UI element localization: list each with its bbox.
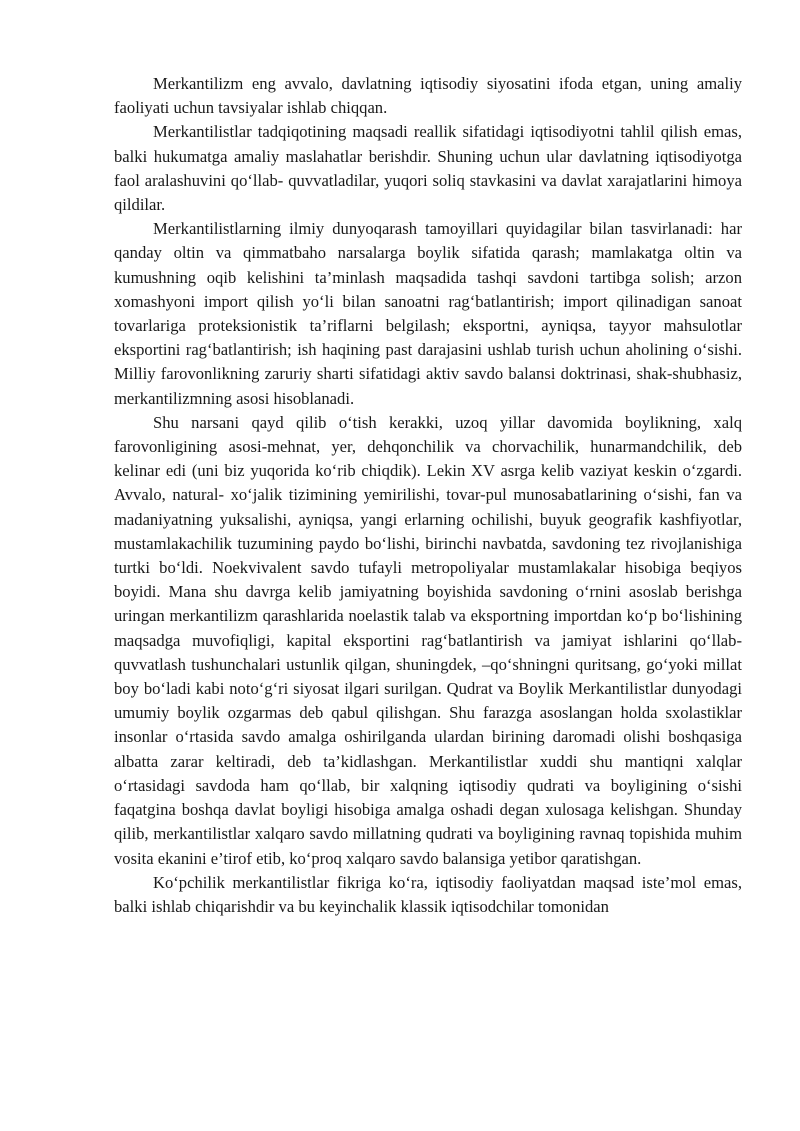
paragraph: Merkantilizm eng avvalo, davlatning iqtisodiy siyosatini ifoda etgan, uning amaliy faoliyati uchun tavsiyalar ishlab chiqqan. bbox=[114, 74, 742, 118]
paragraph: Shu narsani qayd qilib o‘tish kerakki, uzoq yillar davomida boylikning, xalq farovonligining asosi-mehnat, yer, dehqonchilik va chorvachilik, hunarmandchilik, deb kelinar edi (uni biz yuqorida ko‘rib chiqdik). Lekin XV asrga kelib vaziyat keskin o‘zgardi. Avvalo, natural- xo‘jalik tizimining yemirilishi, tovar-pul munosabatlarining o‘sishi, fan va madaniyatning yuksalishi, ayniqsa, yangi erlarning ochilishi, buyuk geografik kashfiyotlar, mustamlakachilik tuzumining paydo bo‘lishi, birinchi navbatda, savdoning tez rivojlanishiga turtki bo‘ldi. Noekvivalent savdo tufayli metropoliyalar mustamlakalar hisobiga beqiyos boyidi. Mana shu davrga kelib jamiyatning boyishida savdoning o‘rnini asoslab berishga uringan merkantilizm qarashlarida noelastik talab va eksportning importdan ko‘p bo‘lishining maqsadga muvofiqligi, kapital eksportini rag‘batlantirish va jamiyat ishlarini qo‘llab-quvvatlash tushunchalari ustunlik qilgan, shuningdek, –qo‘shningni quritsang, go‘yoki millat boy bo‘ladi kabi noto‘g‘ri siyosat ilgari surilgan. Qudrat va Boylik Merkantilistlar dunyodagi umumiy boylik ozgarmas deb qabul qilishgan. Shu farazga asoslangan holda sxolastiklar insonlar o‘rtasida savdo amalga oshirilganda ulardan birining daromadi olishi boshqasiga albatta zarar keltiradi, deb ta’kidlashgan. Merkantilistlar xuddi shu mantiqni xalqlar o‘rtasidagi savdoda ham qo‘llab, bir xalqning iqtisodiy qudrati va boyligining o‘sishi faqatgina boshqa davlat boyligi hisobiga amalga oshadi degan xulosaga kelishgan. Shunday qilib, merkantilistlar xalqaro savdo millatning qudrati va boyligining ravnaq topishida muhim vosita ekanini e’tirof etib, ko‘proq xalqaro savdo balansiga yetibor qaratishgan. bbox=[114, 412, 742, 868]
paragraph: Ko‘pchilik merkantilistlar fikriga ko‘ra, iqtisodiy faoliyatdan maqsad iste’mol emas, balki ishlab chiqarishdir va bu keyinchalik klassik iqtisodchilar tomonidan bbox=[114, 872, 742, 916]
paragraph: Merkantilistlar tadqiqotining maqsadi reallik sifatidagi iqtisodiyotni tahlil qilish emas, balki hukumatga amaliy maslahatlar berishdir. Shuning uchun ular davlatning iqtisodiyotga faol aralashuvini qo‘llab- quvvatladilar, yuqori soliq stavkasini va davlat xarajatlarini himoya qildilar. bbox=[114, 122, 742, 215]
document-body bbox=[114, 72, 742, 919]
paragraph: Merkantilistlarning ilmiy dunyoqarash tamoyillari quyidagilar bilan tasvirlanadi: har qanday oltin va qimmatbaho narsalarga boylik sifatida qarash; mamlakatga oltin va kumushning oqib kelishini ta’minlash maqsadida tashqi savdoni tartibga solish; arzon xomashyoni import qilish yo‘li bilan sanoatni rag‘batlantirish; import qilinadigan sanoat tovarlariga proteksionistik ta’riflarni belgilash; eksportni, ayniqsa, tayyor mahsulotlar eksportini rag‘batlantirish; ish haqining past darajasini ushlab turish uchun aholining o‘sishi. Milliy farovonlikning zaruriy sharti sifatidagi aktiv savdo balansi doktrinasi, shak-shubhasiz, merkantilizmning asosi hisoblanadi. bbox=[114, 219, 742, 408]
